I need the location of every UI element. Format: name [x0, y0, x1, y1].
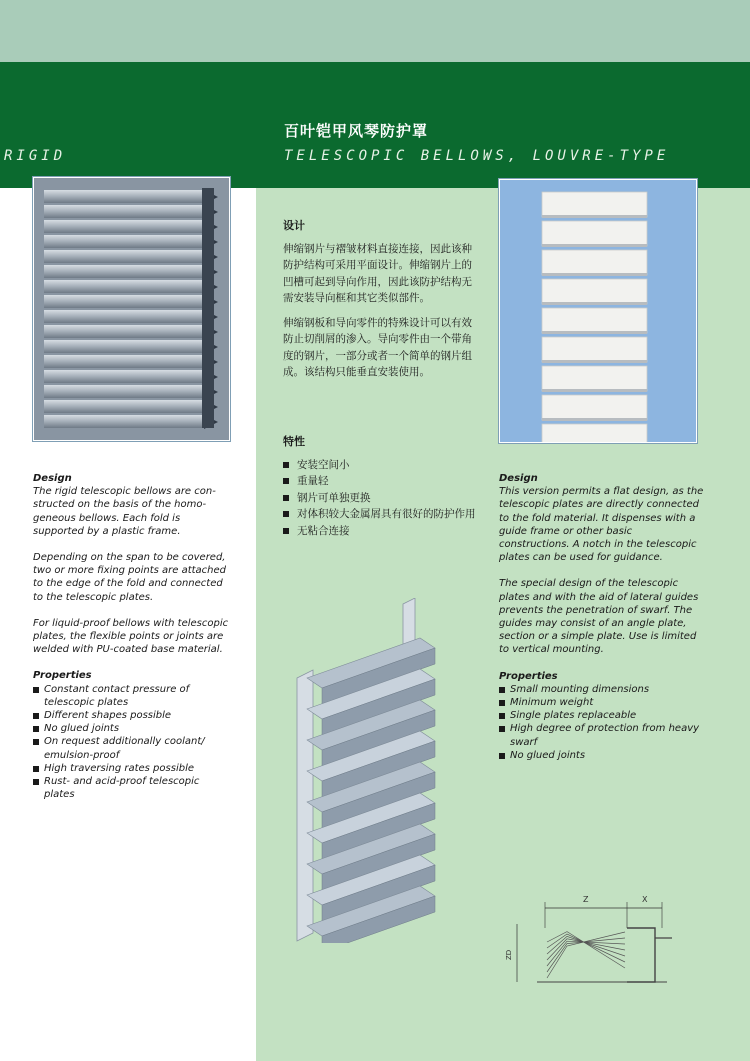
left-design-heading: Design	[33, 473, 72, 484]
list-item: Different shapes possible	[33, 709, 233, 722]
dimension-z-label: Z	[583, 895, 589, 904]
cn-design-heading: 设计	[283, 219, 305, 232]
top-band	[0, 0, 750, 62]
cn-design-p2: 伸缩钢板和导向零件的特殊设计可以有效防止切削屑的渗入。导向零件由一个带角度的钢片，一部分或者一个简单的钢片组成。该结构只能垂直安装使用。	[283, 316, 472, 378]
rigid-label: RIGID	[4, 148, 67, 164]
cn-features-heading: 特性	[283, 435, 305, 448]
list-item: 无粘合连接	[283, 523, 476, 540]
cn-design-p1: 伸缩钢片与褶皱材料直接连接，因此该种防护结构可采用平面设计。伸缩钢片上的凹槽可起到导向作用，因此该防护结构无需安装导向框和其它类似部件。	[283, 242, 472, 304]
right-design-p2: The special design of the telescopic plates and with the aid of lateral guides prevents the penetration of swarf. The guides may consist of an angle plate, section or a simple plate. Use is limited to vertical mounting.	[499, 578, 699, 656]
list-item: High degree of protection from heavy swarf	[499, 722, 704, 748]
list-item: Rust- and acid-proof telescopic plates	[33, 775, 233, 801]
dimension-zd-label: ZD	[505, 949, 513, 960]
list-item: 安装空间小	[283, 457, 476, 474]
list-item: 钢片可单独更换	[283, 490, 476, 507]
cross-section-diagram	[497, 888, 682, 988]
left-properties-list	[33, 683, 233, 802]
right-design-section	[499, 472, 704, 762]
right-design-heading: Design	[499, 473, 538, 484]
list-item: Small mounting dimensions	[499, 683, 704, 696]
rigid-bellows-photo	[33, 177, 230, 441]
chinese-design-section	[283, 218, 476, 389]
dimension-x-label: X	[642, 895, 648, 904]
list-item: Minimum weight	[499, 696, 704, 709]
left-design-p2: Depending on the span to be covered, two or more fixing points are attached to the edge of the fold and connected to the telescopic plates.	[33, 552, 227, 603]
louvre-bellows-illustration	[285, 598, 475, 943]
right-properties-heading: Properties	[499, 670, 558, 682]
list-item: No glued joints	[499, 749, 704, 762]
list-item: Constant contact pressure of telescopic plates	[33, 683, 233, 709]
list-item: 重量轻	[283, 473, 476, 490]
left-design-p1: The rigid telescopic bellows are con-structed on the basis of the homo-geneous bellows. Each fold is supported by a plastic frame.	[33, 486, 216, 537]
list-item: Single plates replaceable	[499, 709, 704, 722]
cn-features-list	[283, 457, 476, 540]
list-item: No glued joints	[33, 722, 233, 735]
product-title: TELESCOPIC BELLOWS, LOUVRE-TYPE	[284, 148, 670, 164]
louvre-plates-photo	[499, 179, 697, 443]
left-design-section	[33, 472, 233, 801]
right-design-p1: This version permits a flat design, as the telescopic plates are directly connected to the fold material. It dispenses with a guide frame or other basic constructions. A notch in the telescopic plates can be used for guidance.	[499, 486, 704, 564]
left-design-p3: For liquid-proof bellows with telescopic plates, the flexible points or joints are welded with PU-coated base material.	[33, 617, 229, 656]
list-item: On request additionally coolant/ emulsion-proof	[33, 735, 233, 761]
list-item: 对体积较大金属屑具有很好的防护作用	[283, 506, 476, 523]
right-properties-list	[499, 683, 704, 762]
list-item: High traversing rates possible	[33, 762, 233, 775]
chinese-title: 百叶铠甲风琴防护罩	[284, 122, 429, 140]
chinese-features-section	[283, 434, 476, 539]
left-properties-heading: Properties	[33, 670, 92, 682]
